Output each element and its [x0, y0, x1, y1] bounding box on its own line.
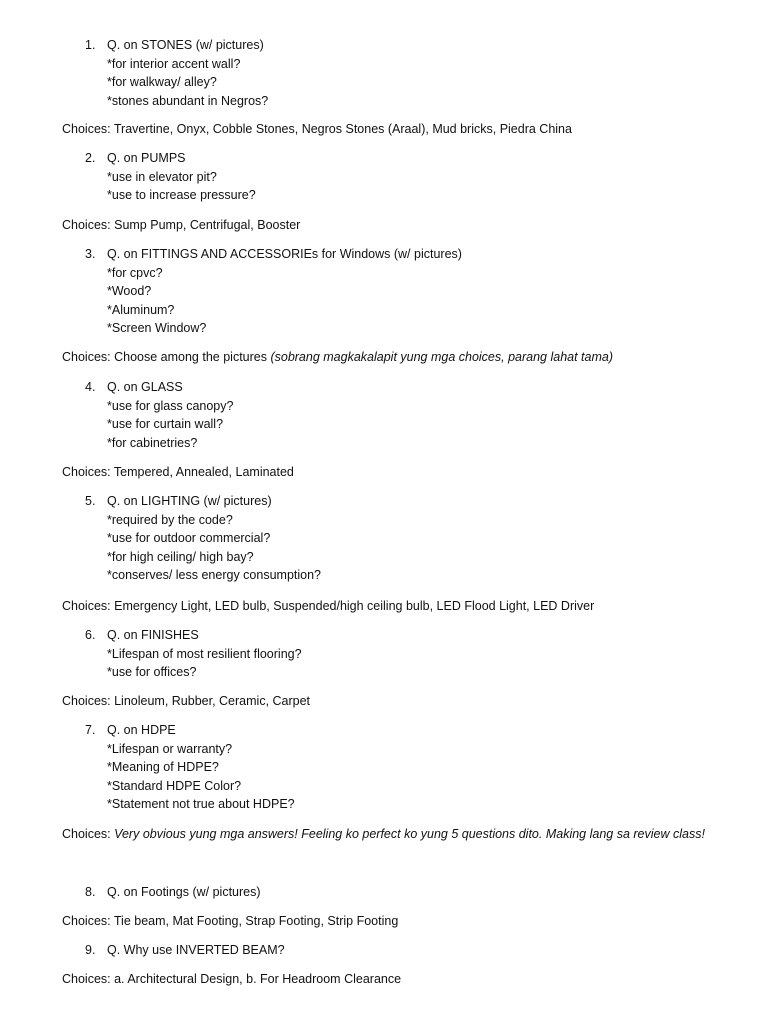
choices-3 — [62, 348, 613, 367]
question-sub: *use for glass canopy? — [107, 398, 234, 413]
question-number: 2. — [85, 151, 96, 165]
question-title: Q. on Footings (w/ pictures) — [107, 885, 261, 899]
choices-text: Emergency Light, LED bulb, Suspended/high ceiling bulb, LED Flood Light, LED Driver — [114, 599, 595, 613]
choices-label: Choices: — [62, 914, 114, 928]
question-sub: *for high ceiling/ high bay? — [107, 549, 254, 564]
question-sub: *Lifespan of most resilient flooring? — [107, 646, 302, 661]
choices-text: Sump Pump, Centrifugal, Booster — [114, 218, 301, 232]
choices-label: Choices: — [62, 694, 115, 708]
choices-label: Choices: — [62, 465, 114, 479]
choices-label: Choices: — [62, 218, 115, 232]
question-sub: *stones abundant in Negros? — [107, 93, 269, 108]
question-sub: *required by the code? — [107, 512, 233, 527]
choices-9 — [62, 970, 401, 989]
question-sub: *Statement not true about HDPE? — [107, 797, 295, 812]
question-title: Q. on FITTINGS AND ACCESSORIEs for Windows (w/ pictures) — [107, 247, 462, 261]
question-sub: *Meaning of HDPE? — [107, 760, 219, 775]
choices-8 — [62, 912, 398, 931]
question-sub: *for walkway/ alley? — [107, 75, 217, 90]
question-sub: *for cpvc? — [107, 265, 163, 280]
choices-label: Choices: — [62, 599, 115, 613]
question-sub: *for cabinetries? — [107, 435, 198, 450]
choices-2 — [62, 216, 300, 235]
choices-1 — [62, 120, 572, 139]
question-title: Q. on GLASS — [107, 380, 183, 394]
question-sub: *use in elevator pit? — [107, 169, 217, 184]
choices-7 — [62, 825, 705, 844]
question-sub: *Standard HDPE Color? — [107, 778, 242, 793]
choices-5 — [62, 597, 594, 616]
question-sub: *Screen Window? — [107, 321, 207, 336]
choices-label: Choices: — [62, 827, 115, 841]
question-number: 6. — [85, 628, 96, 642]
question-number: 3. — [85, 247, 96, 261]
choices-label: Choices: — [62, 350, 115, 364]
question-number: 4. — [85, 380, 96, 394]
question-sub: *use for offices? — [107, 665, 197, 680]
question-sub: *use to increase pressure? — [107, 188, 256, 203]
question-number: 7. — [85, 723, 96, 737]
choices-text: Tie beam, Mat Footing, Strap Footing, Strip Footing — [113, 914, 399, 928]
question-title: Q. on STONES (w/ pictures) — [107, 38, 264, 52]
choices-label: Choices: — [62, 122, 114, 136]
question-title: Q. on PUMPS — [107, 151, 186, 165]
question-number: 9. — [85, 943, 96, 957]
question-sub: *for interior accent wall? — [107, 56, 241, 71]
question-sub: *Wood? — [107, 284, 152, 299]
question-sub: *Aluminum? — [107, 302, 175, 317]
question-sub: *Lifespan or warranty? — [107, 741, 233, 756]
choices-text: Choose among the pictures — [114, 350, 271, 364]
question-title: Q. on HDPE — [107, 723, 176, 737]
question-title: Q. Why use INVERTED BEAM? — [107, 943, 285, 957]
choices-text: Linoleum, Rubber, Ceramic, Carpet — [114, 694, 311, 708]
choices-4 — [62, 463, 294, 482]
question-sub: *use for curtain wall? — [107, 417, 224, 432]
question-title: Q. on FINISHES — [107, 628, 199, 642]
choices-6 — [62, 692, 310, 711]
choices-text: Tempered, Annealed, Laminated — [113, 465, 294, 479]
question-sub: *use for outdoor commercial? — [107, 531, 271, 546]
question-title: Q. on LIGHTING (w/ pictures) — [107, 494, 272, 508]
question-sub: *conserves/ less energy consumption? — [107, 568, 322, 583]
choices-note: (sobrang magkakalapit yung mga choices, parang lahat tama) — [270, 350, 614, 364]
choices-text: Travertine, Onyx, Cobble Stones, Negros Stones (Araal), Mud bricks, Piedra China — [113, 122, 572, 136]
choices-note: Very obvious yung mga answers! Feeling ko perfect ko yung 5 questions dito. Making lang sa review class! — [114, 827, 705, 841]
question-number: 1. — [85, 38, 96, 52]
choices-text: a. Architectural Design, b. For Headroom Clearance — [114, 972, 402, 986]
question-number: 5. — [85, 494, 96, 508]
choices-label: Choices: — [62, 972, 115, 986]
question-number: 8. — [85, 885, 96, 899]
